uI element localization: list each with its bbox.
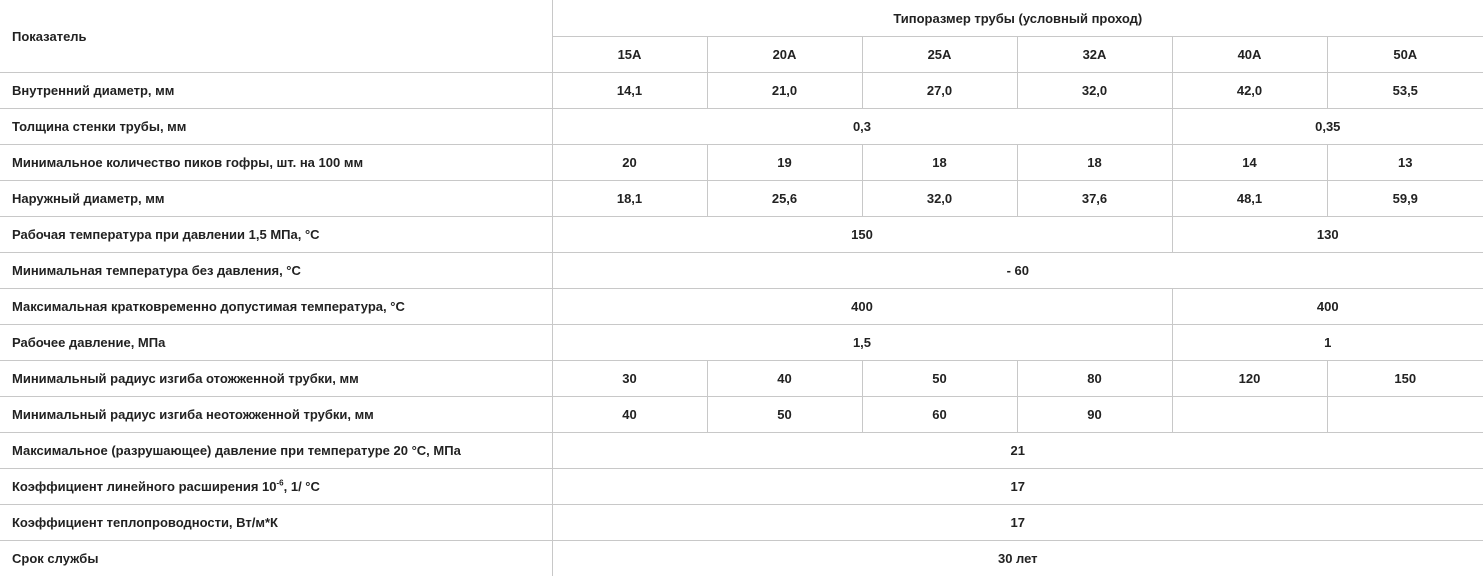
row-label: Минимальное количество пиков гофры, шт. на 100 мм <box>0 145 552 181</box>
value-cell: 59,9 <box>1327 181 1483 217</box>
value-cell: 120 <box>1172 361 1327 397</box>
row-label <box>0 469 552 505</box>
value-cell: 18 <box>862 145 1017 181</box>
table-row <box>0 73 1483 109</box>
header-size-40a: 40A <box>1172 37 1327 73</box>
value-cell: 400 <box>1172 289 1483 325</box>
header-size-group: Типоразмер трубы (условный проход) <box>552 0 1483 37</box>
table-row <box>0 217 1483 253</box>
value-cell: 13 <box>1327 145 1483 181</box>
value-cell: 32,0 <box>1017 73 1172 109</box>
row-label: Максимальная кратковременно допустимая температура, °С <box>0 289 552 325</box>
row-label: Рабочее давление, МПа <box>0 325 552 361</box>
table-row <box>0 469 1483 505</box>
row-label: Толщина стенки трубы, мм <box>0 109 552 145</box>
row-label: Коэффициент теплопроводности, Вт/м*К <box>0 505 552 541</box>
value-cell: 53,5 <box>1327 73 1483 109</box>
value-cell: 20 <box>552 145 707 181</box>
row-label-superscript: -6 <box>276 479 283 488</box>
value-cell: 50 <box>707 397 862 433</box>
header-size-50a: 50A <box>1327 37 1483 73</box>
value-cell: 17 <box>552 469 1483 505</box>
value-cell: 1,5 <box>552 325 1172 361</box>
value-cell <box>1327 397 1483 433</box>
table-row <box>0 397 1483 433</box>
value-cell: 17 <box>552 505 1483 541</box>
table-row <box>0 361 1483 397</box>
value-cell: 14,1 <box>552 73 707 109</box>
value-cell: 18,1 <box>552 181 707 217</box>
table-row <box>0 433 1483 469</box>
value-cell: 25,6 <box>707 181 862 217</box>
value-cell: 21,0 <box>707 73 862 109</box>
value-cell: 90 <box>1017 397 1172 433</box>
value-cell: 42,0 <box>1172 73 1327 109</box>
value-cell <box>1172 397 1327 433</box>
value-cell: 60 <box>862 397 1017 433</box>
value-cell: 130 <box>1172 217 1483 253</box>
value-cell: 40 <box>707 361 862 397</box>
value-cell: 48,1 <box>1172 181 1327 217</box>
header-size-32a: 32A <box>1017 37 1172 73</box>
value-cell: 37,6 <box>1017 181 1172 217</box>
value-cell: 19 <box>707 145 862 181</box>
value-cell: 18 <box>1017 145 1172 181</box>
table-row <box>0 145 1483 181</box>
value-cell: 1 <box>1172 325 1483 361</box>
value-cell: 21 <box>552 433 1483 469</box>
row-label-tail: , 1/ °С <box>284 479 320 494</box>
value-cell: 14 <box>1172 145 1327 181</box>
table-row <box>0 253 1483 289</box>
value-cell: 32,0 <box>862 181 1017 217</box>
value-cell: - 60 <box>552 253 1483 289</box>
row-label: Наружный диаметр, мм <box>0 181 552 217</box>
value-cell: 50 <box>862 361 1017 397</box>
value-cell: 40 <box>552 397 707 433</box>
value-cell: 400 <box>552 289 1172 325</box>
value-cell: 80 <box>1017 361 1172 397</box>
row-label: Минимальный радиус изгиба неотожженной трубки, мм <box>0 397 552 433</box>
row-label-text: Коэффициент линейного расширения 10 <box>12 479 276 494</box>
header-size-20a: 20A <box>707 37 862 73</box>
row-label: Срок службы <box>0 541 552 576</box>
value-cell: 30 лет <box>552 541 1483 576</box>
table-row <box>0 505 1483 541</box>
row-label: Рабочая температура при давлении 1,5 МПа, °С <box>0 217 552 253</box>
row-label: Минимальный радиус изгиба отожженной трубки, мм <box>0 361 552 397</box>
table-row <box>0 181 1483 217</box>
header-size-15a: 15A <box>552 37 707 73</box>
table-row <box>0 541 1483 576</box>
table-row <box>0 289 1483 325</box>
header-parameter-label: Показатель <box>0 0 552 73</box>
table-row <box>0 109 1483 145</box>
table-row <box>0 325 1483 361</box>
value-cell: 0,35 <box>1172 109 1483 145</box>
row-label: Внутренний диаметр, мм <box>0 73 552 109</box>
value-cell: 150 <box>552 217 1172 253</box>
value-cell: 27,0 <box>862 73 1017 109</box>
value-cell: 150 <box>1327 361 1483 397</box>
value-cell: 30 <box>552 361 707 397</box>
row-label: Минимальная температура без давления, °С <box>0 253 552 289</box>
header-size-25a: 25A <box>862 37 1017 73</box>
row-label: Максимальное (разрушающее) давление при температуре 20 °С, МПа <box>0 433 552 469</box>
value-cell: 0,3 <box>552 109 1172 145</box>
